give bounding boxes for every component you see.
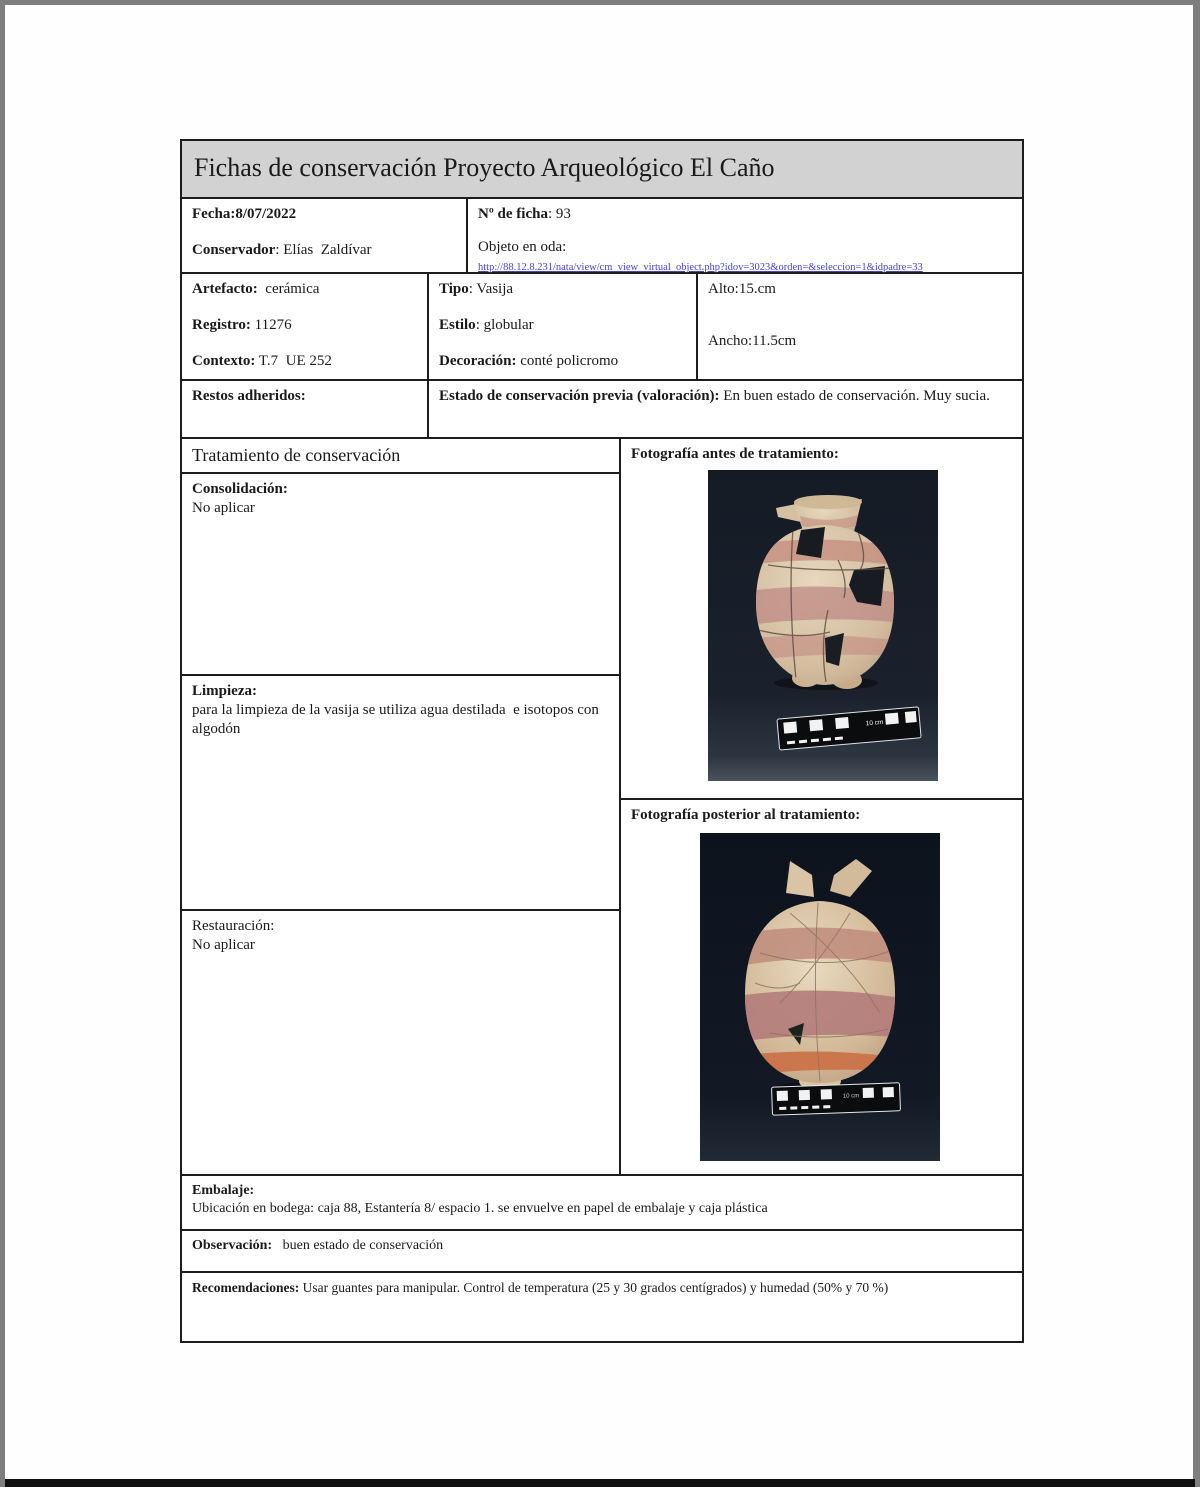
cell-fecha-conservador [181,198,467,273]
consolidacion-label: Consolidación: [192,481,288,497]
observacion-label: Observación: [192,1238,273,1253]
registro-value: 11276 [250,317,292,334]
page-edge-strip [5,1479,1195,1487]
observacion-value: buen estado de conservación [272,1238,444,1253]
ficha-value: : 93 [547,206,571,222]
scale-bar [772,1083,901,1115]
scale-bar-label: 10 cm [865,718,884,728]
ficha-label: Nº de ficha [478,206,548,222]
form-title [181,140,1023,198]
alto-field: Alto:15.cm [708,281,776,297]
restauracion-value: No aplicar [192,937,255,954]
fecha-field: Fecha:8/07/2022 [192,206,297,222]
contexto-label: Contexto: [192,353,256,370]
tipo-label: Tipo [439,281,469,297]
conservation-form-table [181,140,1023,1342]
cell-embalaje [181,1175,1023,1230]
registro-label: Registro: [192,317,251,334]
cell-photo-after [620,799,1023,1175]
consolidacion-value: No aplicar [192,500,255,517]
estilo-label: Estilo [439,317,476,334]
conservador-label: Conservador [192,242,276,259]
treatment-section-header [181,438,620,473]
artefacto-value: cerámica [257,281,320,297]
photo-before-label: Fotografía antes de tratamiento: [631,446,839,462]
cell-observacion [181,1230,1023,1272]
cell-tipo [428,273,697,380]
scale-bar-label: 10 cm [842,1093,860,1100]
cell-limpieza [181,675,620,910]
cell-photo-before [620,438,1023,799]
estado-label: Estado de conservación previa (valoración): [439,388,720,404]
recomendaciones-value: Usar guantes para manipular. Control de temperatura (25 y 30 grados centígrados) y humedad (50% y 70 %) [299,1280,889,1295]
photo-after-label: Fotografía posterior al tratamiento: [631,807,861,823]
cell-recomendaciones [181,1272,1023,1342]
embalaje-label: Embalaje: [192,1183,255,1198]
cell-ficha-objeto [467,198,1023,273]
objeto-label: Objeto en oda: [478,239,567,256]
cell-dimensions [697,273,1023,380]
contexto-value: T.7 UE 252 [255,353,332,370]
treatment-header-text: Tratamiento de conservación [192,445,401,465]
decoracion-value: conté policromo [516,353,619,370]
embalaje-value: Ubicación en bodega: caja 88, Estantería 8/ espacio 1. se envuelve en papel de embalaje y caja plástica [192,1200,768,1216]
conservador-value: : Elías Zaldívar [275,242,372,259]
before-photo-image [708,470,938,781]
recomendaciones-label: Recomendaciones: [192,1280,300,1295]
limpieza-value: para la limpieza de la vasija se utiliza agua destilada e isotopos con algodón [192,702,603,738]
objeto-link[interactable]: http://88.12.8.231/nata/view/cm_view_virtual_object.php?idov=3023&orden=&seleccion=1&idpadre=33 [478,262,923,274]
cell-artefacto [181,273,428,380]
after-photo-image [700,833,940,1161]
cell-estado-conservacion [428,380,1023,438]
cell-restos-adheridos [181,380,428,438]
cell-restauracion [181,910,620,1175]
restos-label: Restos adheridos: [192,388,306,404]
form-title-text: Fichas de conservación Proyecto Arqueológico El Caño [194,153,775,182]
restauracion-label: Restauración: [192,918,275,934]
decoracion-label: Decoración: [439,353,517,370]
tipo-value: : Vasija [468,281,514,297]
limpieza-label: Limpieza: [192,683,257,699]
cell-consolidacion [181,473,620,675]
artefacto-label: Artefacto: [192,281,258,297]
estilo-value: : globular [475,317,534,334]
estado-value: En buen estado de conservación. Muy sucia. [719,388,990,404]
ancho-field: Ancho:11.5cm [708,333,797,350]
